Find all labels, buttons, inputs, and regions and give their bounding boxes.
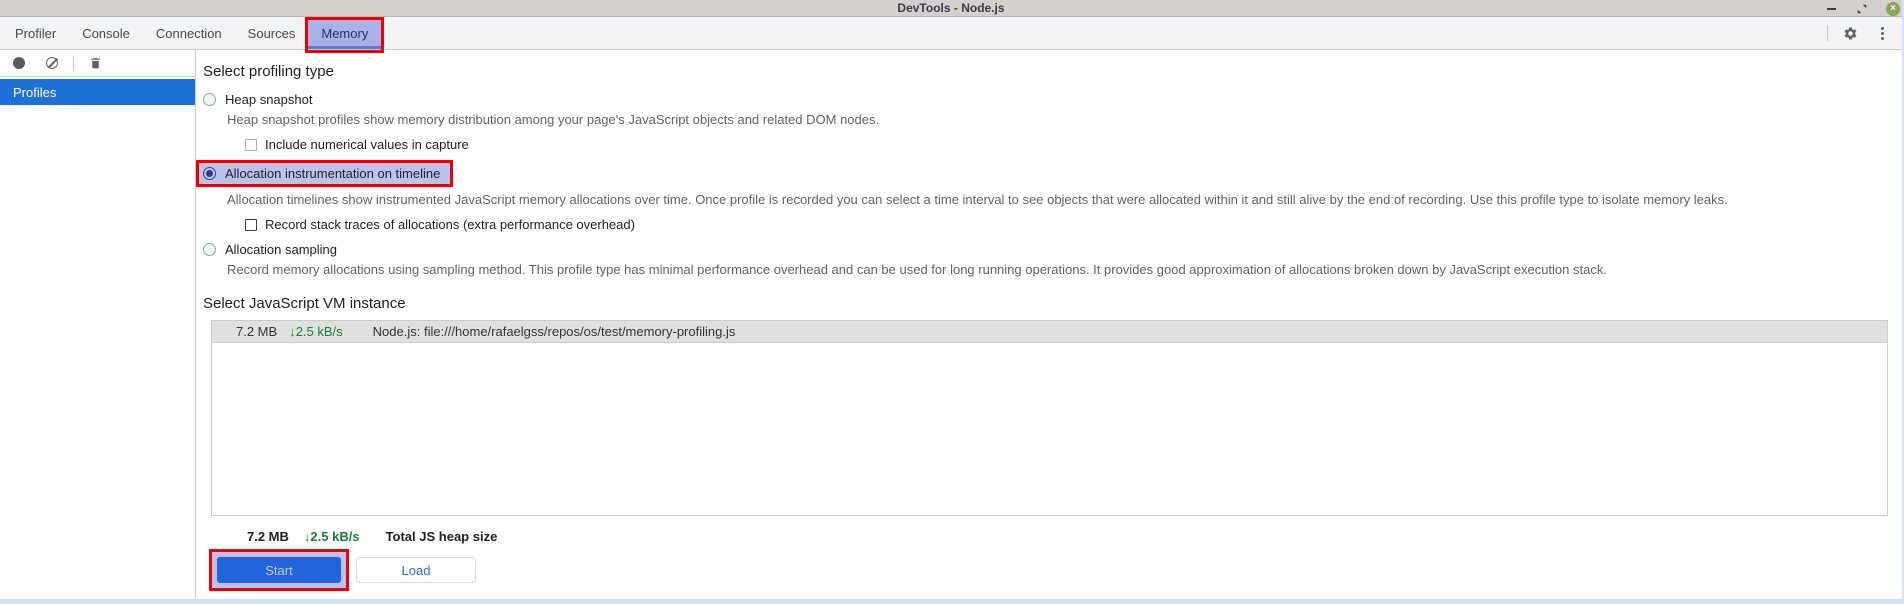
restore-button[interactable] — [1855, 2, 1869, 16]
down-arrow-icon: ↓ — [303, 529, 311, 544]
checkbox-record-stack-traces[interactable] — [245, 219, 257, 231]
more-menu-button[interactable] — [1872, 23, 1892, 43]
load-button[interactable]: Load — [356, 557, 476, 583]
delete-button[interactable] — [85, 53, 105, 73]
vm-instance-row[interactable] — [212, 321, 1887, 343]
checkbox-record-stack-traces-row[interactable] — [245, 217, 1902, 232]
checkbox-include-numerical[interactable] — [245, 139, 257, 151]
down-arrow-icon: ↓ — [289, 324, 296, 339]
annotation-box-start-button — [209, 549, 349, 591]
tab-bar — [0, 17, 1902, 50]
tab-console[interactable]: Console — [82, 25, 130, 41]
option-heap-snapshot-description: Heap snapshot profiles show memory distribution among your page's JavaScript objects and related DOM nodes. — [227, 112, 880, 127]
option-allocation-sampling-description: Record memory allocations using sampling method. This profile type has minimal performance overhead and can be used for long running operations. It provides good approximation of allocations broken down by JavaScript execution stack. — [227, 262, 1607, 277]
main-area — [0, 50, 1902, 598]
record-icon — [13, 57, 25, 69]
option-allocation-sampling-label: Allocation sampling — [225, 242, 338, 257]
heap-summary — [247, 529, 1902, 544]
annotation-box-allocation-timeline — [196, 160, 453, 187]
profiling-type-heading: Select profiling type — [203, 63, 334, 80]
option-allocation-sampling[interactable] — [203, 242, 1902, 257]
tab-profiler[interactable]: Profiler — [15, 25, 57, 41]
vm-instance-heading: Select JavaScript VM instance — [203, 295, 406, 312]
minimize-icon — [1827, 8, 1836, 10]
memory-panel-content — [196, 50, 1902, 598]
summary-label: Total JS heap size — [385, 529, 498, 544]
record-button[interactable] — [9, 53, 29, 73]
window-controls — [1824, 0, 1900, 17]
radio-allocation-timeline[interactable] — [203, 167, 216, 180]
clear-icon — [46, 57, 58, 69]
restore-icon — [1857, 4, 1867, 14]
option-allocation-timeline[interactable] — [203, 160, 1902, 187]
start-button[interactable]: Start — [217, 557, 341, 583]
profiler-toolbar — [0, 50, 195, 77]
window-bottom-edge — [0, 599, 1904, 604]
gear-icon — [1843, 26, 1858, 41]
checkbox-include-numerical-row[interactable] — [245, 137, 1902, 152]
tabbar-right-icons — [1827, 17, 1902, 49]
tabbar-divider — [1827, 25, 1828, 41]
close-icon: × — [1890, 2, 1896, 14]
vm-rate-value: 2.5 kB/s — [295, 324, 343, 339]
option-allocation-timeline-description: Allocation timelines show instrumented JavaScript memory allocations over time. Once profile is recorded you can select a time interval to see objects that were allocated within it and still alive by the end of recording. Use this profile type to isolate memory leaks. — [227, 192, 1728, 207]
summary-rate-value: 2.5 kB/s — [310, 529, 360, 544]
toolbar-divider — [73, 56, 74, 71]
settings-button[interactable] — [1840, 23, 1860, 43]
option-allocation-timeline-label: Allocation instrumentation on timeline — [225, 166, 441, 181]
checkbox-include-numerical-label: Include numerical values in capture — [265, 137, 469, 152]
trash-icon — [89, 56, 102, 70]
vm-allocation-rate — [289, 324, 342, 339]
kebab-menu-icon — [1881, 27, 1884, 40]
minimize-button[interactable] — [1824, 2, 1838, 16]
radio-selected-dot — [206, 170, 213, 177]
vm-heap-size: 7.2 MB — [236, 324, 278, 339]
tab-memory-label: Memory — [321, 25, 369, 41]
radio-heap-snapshot[interactable] — [203, 93, 216, 106]
checkbox-record-stack-traces-label: Record stack traces of allocations (extra performance overhead) — [265, 217, 635, 232]
window-title: DevTools - Node.js — [897, 1, 1005, 15]
action-buttons-row — [209, 549, 1902, 591]
radio-allocation-sampling[interactable] — [203, 243, 216, 256]
option-heap-snapshot-label: Heap snapshot — [225, 92, 313, 107]
vm-instance-name: Node.js: file:///home/rafaelgss/repos/os/test/memory-profiling.js — [372, 324, 736, 339]
sidebar — [0, 50, 196, 598]
option-heap-snapshot[interactable] — [203, 92, 1902, 107]
summary-heap-size: 7.2 MB — [247, 529, 289, 544]
tab-sources[interactable]: Sources — [247, 25, 296, 41]
tab-memory[interactable] — [308, 17, 381, 49]
vm-instance-table — [211, 320, 1888, 516]
titlebar — [0, 0, 1902, 17]
close-button[interactable] — [1886, 2, 1900, 16]
sidebar-item-profiles[interactable]: Profiles — [0, 79, 195, 105]
clear-button[interactable] — [42, 53, 62, 73]
summary-rate — [304, 529, 360, 544]
tab-connection[interactable]: Connection — [155, 25, 222, 41]
